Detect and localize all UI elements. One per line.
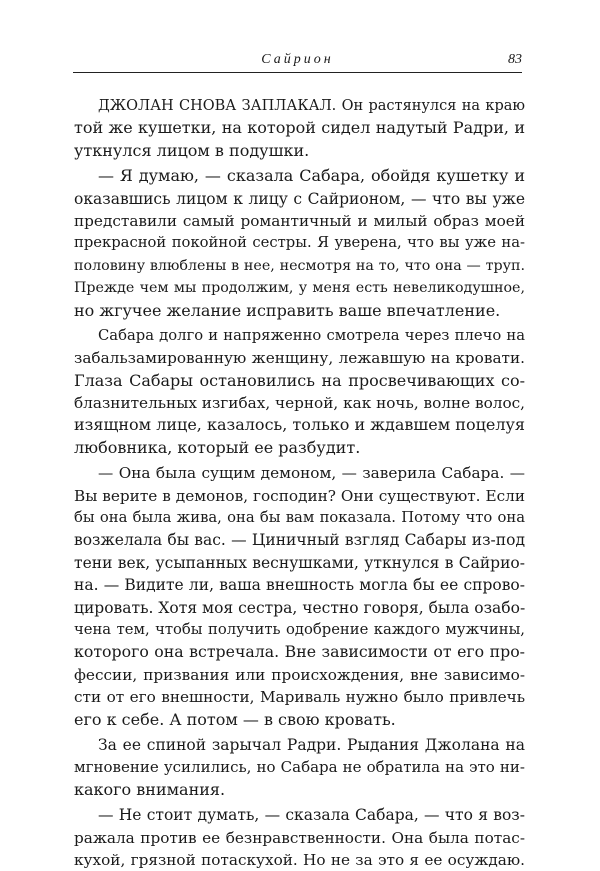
text-line: любовника, который ее разбудит. <box>74 437 361 457</box>
body-text <box>74 95 525 871</box>
text-line: — Я думаю, — сказала Сабара, обойдя кушетку и <box>98 166 525 186</box>
text-line: половину влюблены в нее, несмотря на то, что она — труп. <box>74 257 525 274</box>
page-number: 83 <box>508 52 522 67</box>
text-line: сти от его внешности, Маривaль нужно было привлечь <box>74 688 525 707</box>
running-title: Сайрион <box>261 52 334 67</box>
text-line: уткнулся лицом в подушки. <box>74 140 310 160</box>
text-line: кухой, грязной потаскухой. Но не за это я ее осуждаю. <box>74 850 525 869</box>
text-line: цировать. Хотя моя сестра, честно говоря, была озабо- <box>74 598 526 617</box>
text-line: Сабара долго и напряженно смотрела через плечо на <box>98 326 525 344</box>
text-line: Вы верите в демонов, господин? Они существуют. Если <box>74 486 525 505</box>
text-line: той же кушетки, на которой сидел надутый Радри, и <box>74 118 525 138</box>
paragraph <box>74 804 525 871</box>
text-line: блазнительных изгибах, черной, как ночь, волне волос, <box>74 394 526 413</box>
text-line: За ее спиной зарычал Радри. Рыдания Джолана на <box>98 735 525 754</box>
text-line: на. — Видите ли, ваша внешность могла бы ее спрово- <box>74 576 525 595</box>
text-line: ДЖОЛАН СНОВА ЗАПЛАКАЛ. Он растянулся на краю <box>98 98 525 114</box>
text-line: его к себе. А потом — в свою кровать. <box>74 709 396 729</box>
text-line: забальзамированную женщину, лежавшую на кровати. <box>74 349 525 368</box>
text-line: — Она была сущим демоном, — заверила Сабара. — <box>98 464 525 483</box>
text-line: прекрасной покойной сестры. Я уверена, что вы уже на- <box>74 234 525 252</box>
paragraph <box>74 325 525 459</box>
paragraph <box>74 165 525 322</box>
text-line: фессии, призвания или происхождения, вне зависимо- <box>74 665 525 684</box>
paragraph <box>74 462 525 731</box>
text-line: чена тем, чтобы получить одобрение каждого мужчины, <box>74 620 525 638</box>
text-line: представили самый романтичный и милый образ моей <box>74 211 525 230</box>
running-header <box>73 48 522 73</box>
text-line: какого внимания. <box>74 779 226 799</box>
paragraph <box>74 95 525 162</box>
text-line: которого она встречала. Вне зависимости от его про- <box>74 642 525 662</box>
text-line: оказавшись лицом к лицу с Сайрионом, — что вы уже <box>74 189 525 208</box>
text-line: тени век, усыпанных веснушками, уткнулся в Сайрио- <box>74 553 525 572</box>
text-line: бы она была жива, она бы вам показала. Потому что она <box>74 509 525 527</box>
text-line: ражала против ее безнравственности. Она была потас- <box>74 828 525 847</box>
text-line: но жгучее желание исправить ваше впечатление. <box>74 300 501 320</box>
text-line: Глаза Сабары остановились на просвечивающих со- <box>74 370 525 390</box>
text-line: — Не стоит думать, — сказала Сабара, — что я воз- <box>98 806 525 825</box>
paragraph <box>74 734 525 801</box>
text-line: Прежде чем мы продолжим, у меня есть невеликодушное, <box>74 280 525 297</box>
text-line: изящном лице, казалось, только и ждавшем поцелуя <box>74 415 525 435</box>
text-line: возжелала бы вас. — Циничный взгляд Сабары из-под <box>74 531 525 550</box>
text-line: мгновение усилились, но Сабара не обратила на это ни- <box>74 758 525 777</box>
